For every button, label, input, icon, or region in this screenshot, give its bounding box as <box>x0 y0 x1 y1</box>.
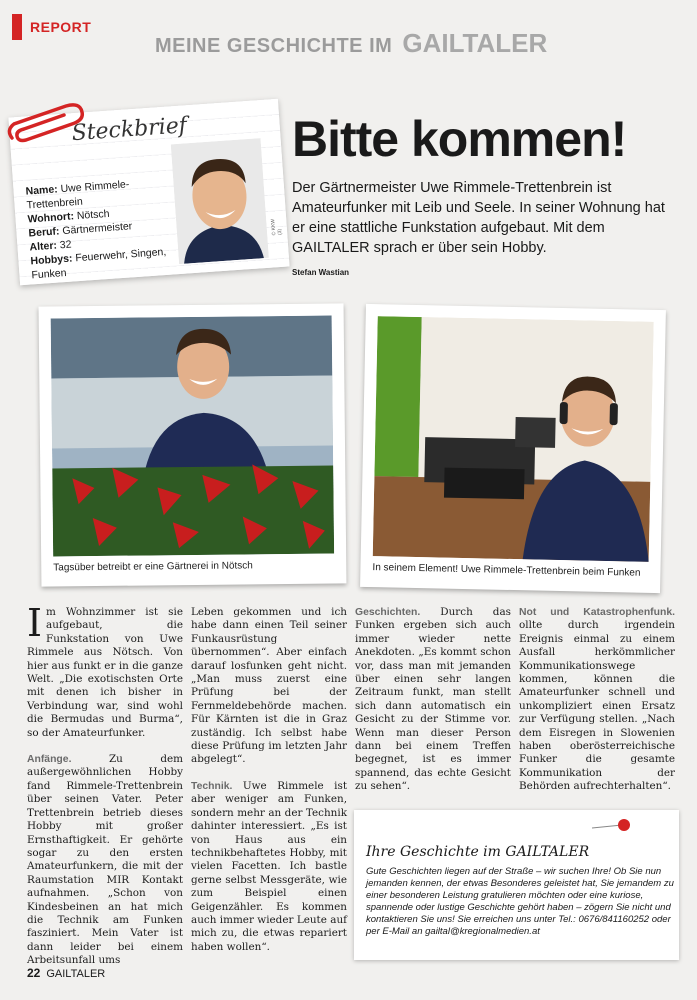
story-callout-title: Ihre Geschichte im GAILTALER <box>366 844 590 860</box>
page-footer <box>27 966 105 980</box>
body-paragraph: ollte durch irgendein Ereignis einmal zu einem Ausfall herkömmlicher Kommunikationswege kommen, können die Amateurfunker schnell und unkompliziert einen Ersatz zur Verfügung stellen. „Nach dem Eisregen in Slowenien haben oberösterreichische Funker die gesamte Kommunikation der Behörden aufrechterhalten“. <box>519 619 675 793</box>
profile-job-label: Beruf: <box>28 225 60 240</box>
story-callout-text: Gute Geschichten liegen auf der Straße – wir suchen Ihre! Ob Sie nun jemanden kennen, der etwas Besonderes geleistet hat, Sie jemandem zu einer besonderen Leistung gratulieren möchten oder eine kuriose, spannende oder lustige Geschichte gehört haben – zögern Sie nicht und kontaktieren Sie uns! Sie erreichen uns unter Tel.: 0676/841160252 oder per E-Mail an gailtal@kregionalmedien.at <box>366 866 674 937</box>
profile-card-title: Steckbrief <box>70 113 188 147</box>
body-column-4 <box>519 606 675 794</box>
subheading-notfunk: Not und Katastrophenfunk. <box>519 607 675 618</box>
profile-name-label: Name: <box>25 183 59 198</box>
profile-place: Nötsch <box>76 207 110 223</box>
pin-icon <box>592 818 632 834</box>
series-title <box>155 28 555 59</box>
subheading-geschichten: Geschichten. <box>355 607 421 618</box>
photo-radio-caption: In seinem Element! Uwe Rimmele-Trettenbrein beim Funken <box>372 562 641 579</box>
photo-gardener <box>39 303 347 586</box>
profile-name: Uwe Rimmele-Trettenbrein <box>26 178 130 212</box>
profile-facts <box>25 174 181 282</box>
body-paragraph: Durch das Funken ergeben sich auch immer wieder nette Anekdoten. „Es kommt schon vor, dass man mit jemanden über einen sehr langen Zeitraum funkt, man stellt sich dann automatisch ein Gesicht zu der Stimme vor. Wenn man dieser Person dann bei einem Treffen begegnet, ist es immer spannend, das echte Gesicht zu sehen“. <box>355 606 511 793</box>
lead-paragraph: Der Gärtnermeister Uwe Rimmele-Trettenbrein ist Amateurfunker mit Leib und Seele. In seiner Wohnung hat er eine stattliche Funkstation aufgebaut. Mit dem GAILTALER sprach er über sein Hobby. <box>292 180 665 256</box>
series-label: MEINE GESCHICHTE IM <box>155 35 393 57</box>
profile-hobbies-label: Hobbys: <box>30 252 73 268</box>
body-column-3 <box>355 606 511 794</box>
photo-credit: © KKW (3) <box>270 218 284 236</box>
byline: Stefan Wastian <box>292 268 350 277</box>
profile-portrait <box>171 138 269 264</box>
section-tag-bar <box>12 14 22 40</box>
drop-cap: I <box>27 601 43 645</box>
footer-brand: GAILTALER <box>46 968 106 980</box>
body-paragraph: Uwe Rimmele ist aber weniger am Funken, sondern mehr an der Technik dahinter interessiert. „Es ist von Haus aus ein technikbehaftetes Hobby, mit vielen Facetten. Ich bastle gerne selbst Messgeräte, wie zum Beispiel einen Geigenzähler. Es kommen auch immer wieder Leute auf mich zu, die etwas repariert haben wollen“. <box>191 779 347 953</box>
body-paragraph: Zu dem außergewöhnlichen Hobby fand Rimmele-Trettenbrein über seinen Vater. Peter Trettenbrein betrieb dieses Hobby mit großer Ernsthaftigkeit. Er gehörte sogar zu den ersten Amateurfunkern, die mit der Raumstation MIR Kontakt aufnahmen. „Schon von Kindesbeinen an hat mich die Technik am Funken fasziniert. Mein Vater ist dann leider bei einem Arbeitsunfall ums <box>27 753 183 967</box>
profile-age: 32 <box>59 238 72 252</box>
paperclip-icon <box>4 100 94 150</box>
body-paragraph: Leben gekommen und ich habe dann einen Teil seiner Funkausrüstung übernommen“. Aber einfach darauf losfunken geht nicht. „Man muss zuerst eine Prüfung bei der Fernmeldebehörde machen. Für Kärnten ist die in Graz zuständig. Ich selbst habe diese Prüfung im letzten Jahr abgelegt“. <box>191 606 347 766</box>
profile-age-label: Alter: <box>29 239 58 254</box>
body-column-2 <box>191 606 347 954</box>
gardener-photo-image <box>51 316 334 557</box>
photo-radio <box>360 304 666 593</box>
story-callout <box>354 810 679 960</box>
page-number: 22 <box>27 966 41 980</box>
series-brand: GAILTALER <box>402 28 548 58</box>
subheading-anfaenge: Anfänge. <box>27 754 72 766</box>
profile-job: Gärtnermeister <box>61 220 133 238</box>
profile-hobbies: Feuerwehr, Singen, Funken <box>31 245 167 282</box>
body-paragraph: m Wohnzimmer ist sie aufgebaut, die Funkstation von Uwe Rimmele aus Nötsch. Von hier aus funkt er in die ganze Welt. „Die exotischsten Orte mit denen ich bisher in Verbindung war, sind wohl die Bermudas und Burma“, so der Amateurfunker. <box>27 606 183 739</box>
headline: Bitte kommen! <box>292 111 627 167</box>
section-tag <box>12 14 91 40</box>
body-column-1 <box>27 601 183 968</box>
subheading-technik: Technik. <box>191 780 233 792</box>
profile-place-label: Wohnort: <box>27 210 75 226</box>
section-label: REPORT <box>30 19 92 35</box>
radio-photo-image <box>373 316 654 562</box>
photo-gardener-caption: Tagsüber betreibt er eine Gärtnerei in Nötsch <box>53 560 253 574</box>
